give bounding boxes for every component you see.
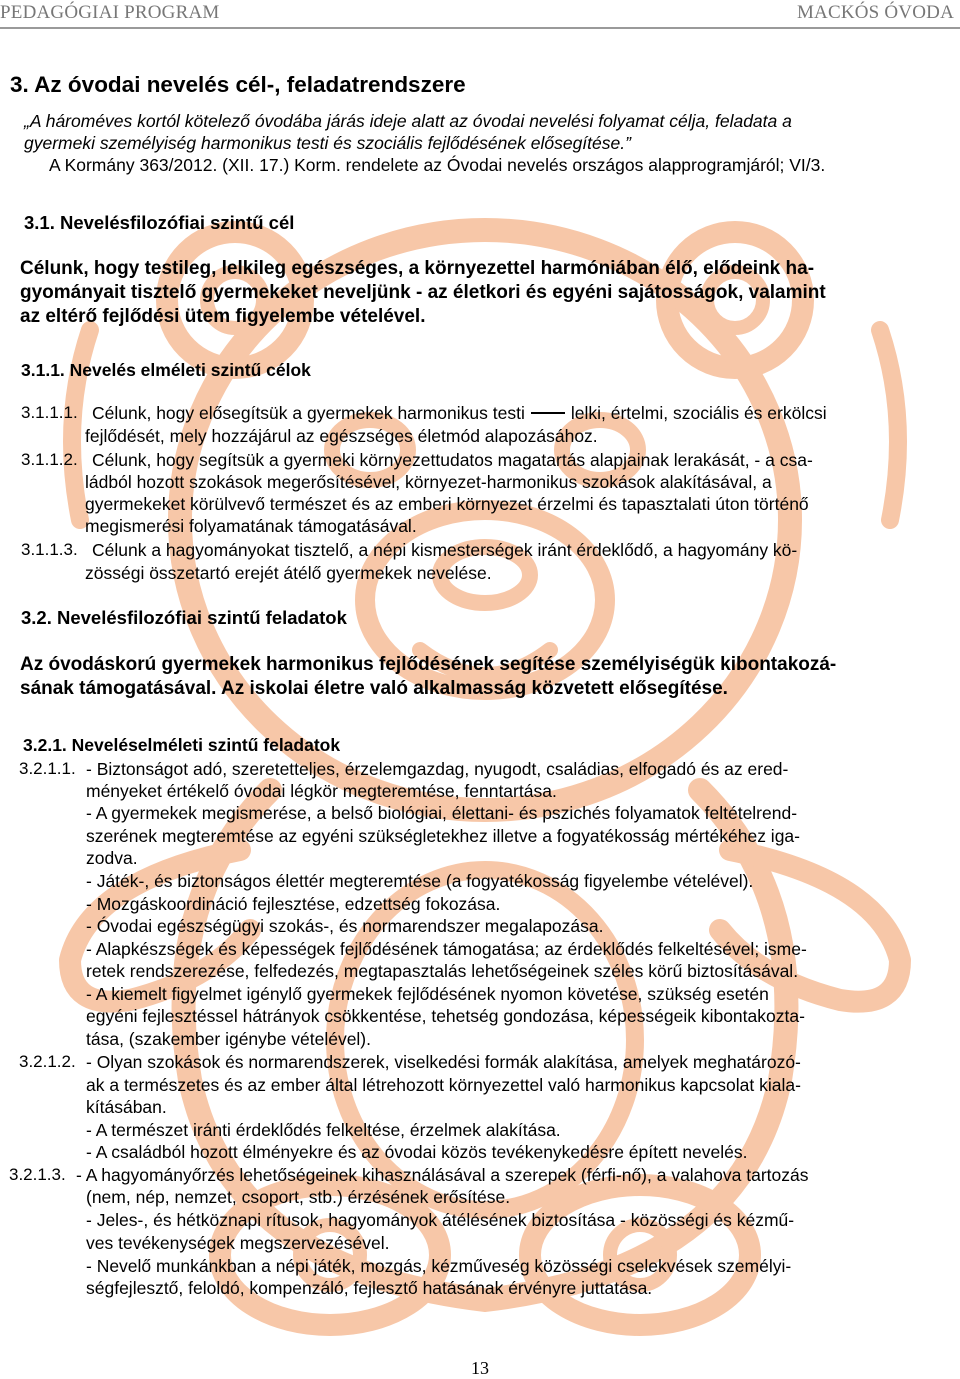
item-3-2-1-1-line-6: - Játék-, és biztonságos élettér megteremtése (a fogyatékosság figyelembe vételével). (86, 871, 754, 891)
item-3-2-1-2-line-4: - A természet iránti érdeklődés felkeltése, érzelmek alakítása. (86, 1120, 561, 1140)
item-3-2-1-3-line-4: ves tevékenységek megszervezésével. (86, 1233, 390, 1253)
item-3-2-1-3-line-2: (nem, nép, nemzet, csoport, stb.) érzésének erősítése. (86, 1187, 511, 1207)
section-3-quote-line-2: gyermeki személyiség harmonikus testi és szociális fejlődésének elősegítése.” (24, 133, 631, 153)
item-3-2-1-1-line-3: - A gyermekek megismerése, a belső biológiai, élettani- és pszichés folyamatok feltételrend- (86, 803, 798, 823)
section-3-1-1-heading: 3.1.1. Nevelés elméleti szintű célok (21, 360, 311, 380)
goal-line-3: az eltérő fejlődési ütem figyelembe vételével. (20, 306, 426, 327)
item-3-2-1-1-line-9: - Alapkészségek és képességek fejlődésének támogatása; az érdeklődés felkeltésével; isme- (86, 939, 807, 959)
item-3-2-1-3-line-3: - Jeles-, és hétköznapi rítusok, hagyományok átélésének biztosítása - közösségi és kézmű- (86, 1210, 795, 1230)
page-number: 13 (471, 1358, 489, 1378)
item-3-2-1-1-line-12: egyéni fejlesztéssel hátrányok csökkentése, tehetség gondozása, képességeik kibontakozta- (86, 1006, 805, 1026)
item-3-2-1-3-line-1: - A hagyományőrzés lehetőségeinek kihasználásával a szerepek (férfi-nő), a valahova tartozás (76, 1165, 809, 1185)
item-3-1-1-2-line-1: Célunk, hogy segítsük a gyermeki környezettudatos magatartás alapjainak lerakását, - a csa- (92, 450, 813, 470)
task-line-1: Az óvodáskorú gyermekek harmonikus fejlődésének segítése személyiségük kibontakozá- (20, 654, 837, 675)
item-3-2-1-1-line-8: - Óvodai egészségügyi szokás-, és normarendszer megalapozása. (86, 916, 604, 936)
em-dash (531, 412, 565, 414)
item-3-1-1-1-number: 3.1.1.1. (21, 403, 78, 422)
item-3-1-1-1-line-2: fejlődését, mely hozzájárul az egészséges életmód alapozásához. (85, 426, 598, 446)
item-3-2-1-2-line-2: ak a természetes és az ember által létrehozott környezettel való harmonikus kapcsolat kiala- (86, 1075, 801, 1095)
item-3-2-1-2-line-3: kításában. (86, 1097, 167, 1117)
section-3-1-heading: 3.1. Nevelésfilozófiai szintű cél (24, 212, 295, 233)
section-3-heading: 3. Az óvodai nevelés cél-, feladatrendszere (10, 72, 466, 97)
item-3-1-1-1-line-1: Célunk, hogy elősegítsük a gyermekek harmonikus testi lelki, értelmi, szociális és erkölcsi (92, 403, 827, 423)
header-kindergarten-name: MACKÓS ÓVODA (796, 2, 954, 23)
item-3-2-1-3-number: 3.2.1.3. (9, 1165, 66, 1184)
item-3-2-1-1-line-2: ményeket értékelő óvodai légkör megteremtése, fenntartása. (86, 781, 557, 801)
item-3-1-1-3-line-1: Célunk a hagyományokat tisztelő, a népi kismesterségek iránt érdeklődő, a hagyomány kö- (92, 540, 798, 560)
section-3-2-1-heading: 3.2.1. Neveléselméleti szintű feladatok (23, 735, 341, 755)
item-3-2-1-1-line-5: zodva. (86, 848, 138, 868)
item-3-2-1-1-line-7: - Mozgáskoordináció fejlesztése, edzettség fokozása. (86, 894, 501, 914)
goal-line-1: Célunk, hogy testileg, lelkileg egészséges, a környezettel harmóniában élő, elődeink ha- (20, 258, 815, 279)
item-3-1-1-2-line-2: ládból hozott szokások megerősítésével, környezet-harmonikus szokások alakításával, a (85, 472, 772, 492)
item-3-2-1-1-number: 3.2.1.1. (19, 759, 76, 778)
header-rule (0, 27, 960, 29)
item-3-1-1-2-number: 3.1.1.2. (21, 450, 78, 469)
item-3-1-1-3-line-2: zösségi összetartó erejét átélő gyermekek nevelése. (85, 563, 492, 583)
item-3-2-1-3-line-6: ségfejlesztő, feloldó, kompenzáló, fejlesztő hatásának érvényre juttatása. (86, 1278, 653, 1298)
item-3-2-1-1-line-10: retek rendszerezése, felfedezés, megtapasztalás lehetőségeinek széles körű biztosításával. (86, 961, 799, 981)
item-3-2-1-1-line-11: - A kiemelt figyelmet igénylő gyermekek fejlődésének nyomon követése, szükség esetén (86, 984, 769, 1004)
section-3-2-heading: 3.2. Nevelésfilozófiai szintű feladatok (21, 607, 347, 628)
item-3-2-1-2-line-1: - Olyan szokások és normarendszerek, viselkedési formák alakítása, amelyek meghatározó- (86, 1052, 801, 1072)
item-3-1-1-2-line-4: megismerési folyamatának támogatásával. (85, 516, 417, 536)
task-line-2: sának támogatásával. Az iskolai életre való alkalmasság közvetett elősegítése. (20, 678, 728, 699)
item-3-1-1-2-line-3: gyermekeket körülvevő természet és az emberi környezet érzelmi és tapasztalati úton történő (85, 494, 809, 514)
item-3-2-1-1-line-4: szerének megteremtése az egyéni szükségletekhez illetve a fogyatékosság mértékéhez iga- (86, 826, 800, 846)
item-3-2-1-3-line-5: - Nevelő munkánkban a népi játék, mozgás, kézműveség közösségi cselekvések személyi- (86, 1256, 792, 1276)
item-3-1-1-3-number: 3.1.1.3. (21, 540, 78, 559)
goal-line-2: gyományait tisztelő gyermekeket neveljünk - az életkori és egyéni sajátosságok, valamint (20, 282, 826, 303)
item-3-2-1-1-line-1: - Biztonságot adó, szeretetteljes, érzelemgazdag, nyugodt, családias, elfogadó és az ered- (86, 759, 789, 779)
header-program-title: PEDAGÓGIAI PROGRAM (0, 2, 220, 23)
section-3-quote-line-1: „A hároméves kortól kötelező óvodába járás ideje alatt az óvodai nevelési folyamat célja, feladata a (24, 111, 792, 131)
item-3-2-1-2-number: 3.2.1.2. (19, 1052, 76, 1071)
item-3-2-1-2-line-5: - A családból hozott élményekre és az óvodai közös tevékenykedésre épített nevelés. (86, 1142, 748, 1162)
section-3-source: A Kormány 363/2012. (XII. 17.) Korm. rendelete az Óvodai nevelés országos alapprogramjáról; VI/3. (49, 155, 826, 175)
item-3-2-1-1-line-13: tása, (szakember igénybe vételével). (86, 1029, 371, 1049)
